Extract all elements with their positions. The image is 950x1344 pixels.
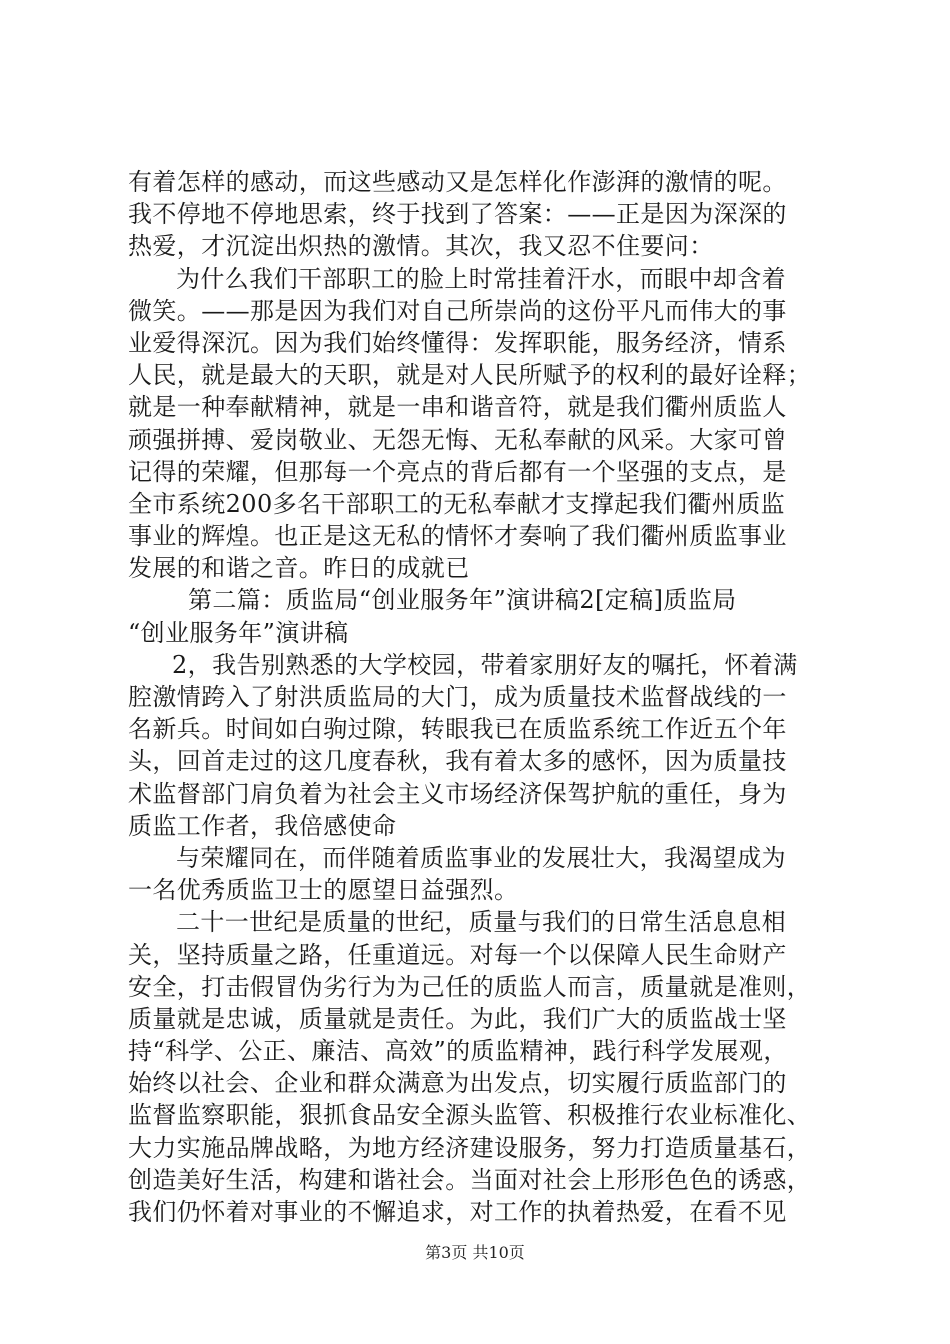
text-line: 与荣耀同在，而伴随着质监事业的发展壮大，我渴望成为: [176, 843, 786, 872]
text-line: 质量就是忠诚，质量就是责任。为此，我们广大的质监战士坚: [128, 1004, 787, 1033]
text-line: 为什么我们干部职工的脸上时常挂着汗水，而眼中却含着: [176, 264, 786, 293]
text-line: 事业的辉煌。也正是这无私的情怀才奏响了我们衢州质监事业: [128, 522, 787, 551]
text-line: 安全，打击假冒伪劣行为为己任的质监人而言，质量就是准则，: [128, 972, 812, 1001]
text-line: 腔激情跨入了射洪质监局的大门，成为质量技术监督战线的一: [128, 683, 787, 711]
text-line: 二十一世纪是质量的世纪，质量与我们的日常生活息息相: [176, 908, 786, 937]
text-line: 名新兵。时间如白驹过隙，转眼我已在质监系统工作近五个年: [128, 715, 787, 744]
text-line: 我不停地不停地思索，终于找到了答案：——正是因为深深的: [128, 200, 787, 229]
text-line: 始终以社会、企业和群众满意为出发点，切实履行质监部门的: [128, 1069, 787, 1098]
text-line: 记得的荣耀，但那每一个亮点的背后都有一个坚强的支点，是: [128, 457, 787, 486]
text-line: 大力实施品牌战略，为地方经济建设服务，努力打造质量基石，: [128, 1133, 812, 1162]
section-heading-continued: “创业服务年”演讲稿: [128, 618, 349, 647]
text-line: 头，回首走过的这几度春秋，我有着太多的感怀，因为质量技: [128, 747, 787, 776]
text-line: 术监督部门肩负着为社会主义市场经济保驾护航的重任，身为: [128, 779, 787, 808]
section-heading: 第二篇：质监局“创业服务年”演讲稿2[定稿]质监局: [188, 586, 737, 615]
text-line: 就是一种奉献精神，就是一串和谐音符，就是我们衢州质监人: [128, 393, 787, 422]
text-line: 监督监察职能，狠抓食品安全源头监管、积极推行农业标准化、: [128, 1101, 812, 1130]
text-line: 业爱得深沉。因为我们始终懂得：发挥职能，服务经济，情系: [128, 328, 787, 357]
text-line: 我们仍怀着对事业的不懈追求，对工作的执着热爱，在看不见: [128, 1198, 787, 1226]
page-number-footer: 第3页 共10页: [425, 1243, 525, 1262]
text-line: 发展的和谐之音。昨日的成就已: [128, 554, 470, 583]
text-line: 全市系统200多名干部职工的无私奉献才支撑起我们衢州质监: [128, 489, 786, 518]
text-line: 关，坚持质量之路，任重道远。对每一个以保障人民生命财产: [128, 940, 787, 969]
text-line: 持“科学、公正、廉洁、高效”的质监精神，践行科学发展观，: [128, 1037, 788, 1066]
text-line: 微笑。——那是因为我们对自己所崇尚的这份平凡而伟大的事: [128, 296, 787, 325]
text-line: 创造美好生活，构建和谐社会。当面对社会上形形色色的诱惑，: [128, 1165, 812, 1194]
document-body: [128, 166, 828, 1228]
text-line: 2，我告别熟悉的大学校园，带着家朋好友的嘱托，怀着满: [172, 650, 798, 679]
text-line: 有着怎样的感动，而这些感动又是怎样化作澎湃的激情的呢。: [128, 168, 787, 196]
text-line: 热爱，才沉淀出炽热的激情。其次，我又忍不住要问：: [128, 232, 714, 261]
text-line: 人民，就是最大的天职，就是对人民所赋予的权利的最好诠释；: [128, 361, 812, 390]
text-line: 顽强拼搏、爱岗敬业、无怨无悔、无私奉献的风采。大家可曾: [128, 425, 787, 454]
text-line: 质监工作者，我倍感使命: [128, 811, 397, 840]
text-line: 一名优秀质监卫士的愿望日益强烈。: [128, 876, 519, 905]
